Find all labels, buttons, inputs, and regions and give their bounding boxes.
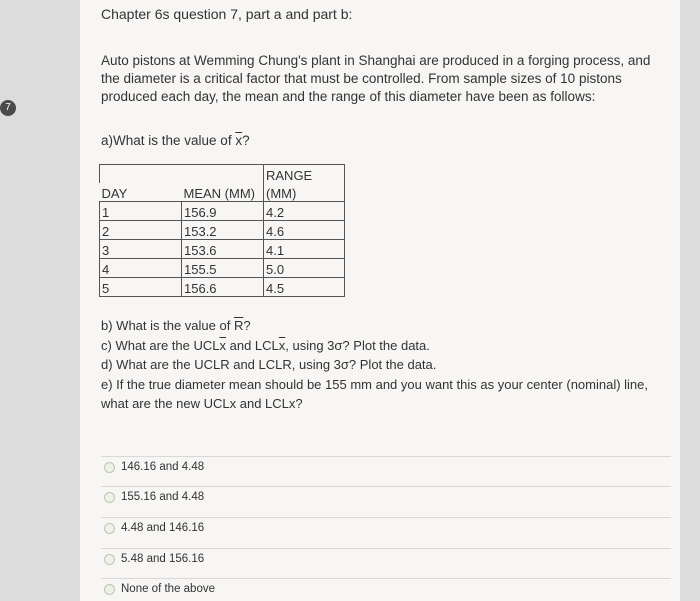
sub-questions: [101, 316, 661, 414]
divider: [101, 486, 671, 487]
header-range-bottom: (MM): [264, 183, 345, 202]
r-bar-symbol: $\overline{R}$: [233, 318, 244, 333]
question-d: d) What are the UCLR and LCLR, using 3σ? Plot the data.: [101, 357, 437, 372]
table-row: 4 155.5 5.0: [100, 259, 345, 278]
question-c: c) What are the $UCL\overline{x}$ and $LCL\overline{x}$, using 3σ? Plot the data.: [101, 337, 430, 353]
question-number-badge: 7: [0, 100, 16, 116]
part-a-suffix: ?: [242, 133, 250, 148]
table-row: 1 156.9 4.2: [100, 202, 345, 221]
answer-option-2[interactable]: 155.16 and 4.48: [104, 488, 204, 506]
answer-option-5[interactable]: None of the above: [104, 580, 215, 598]
question-intro: Auto pistons at Wemming Chung's plant in Shanghai are produced in a forging process, and the diameter is a critical factor that must be controlled. From sample sizes of 10 pistons produced each day, the mean and the range of this diameter have been as follows:: [101, 53, 651, 104]
header-day: DAY: [101, 186, 128, 201]
radio-icon[interactable]: [104, 492, 115, 503]
table-row: 3 153.6 4.1: [100, 240, 345, 259]
answer-option-4[interactable]: 5.48 and 156.16: [104, 550, 204, 568]
divider: [101, 578, 671, 579]
divider: [101, 517, 671, 518]
divider: [101, 548, 671, 549]
x-bar-symbol: $\overline{x}$: [235, 133, 243, 148]
radio-icon[interactable]: [104, 462, 115, 473]
radio-icon[interactable]: [104, 584, 115, 595]
header-range-top: RANGE: [264, 165, 345, 184]
part-a-prefix: a)What is the value of: [101, 133, 236, 148]
question-e: e) If the true diameter mean should be 155 mm and you want this as your center (nominal) line, what are the new UCLx and LCLx?: [101, 376, 649, 411]
radio-icon[interactable]: [104, 523, 115, 534]
divider: [101, 456, 671, 457]
part-a-question: [101, 133, 250, 148]
table-row: 5 156.6 4.5: [100, 278, 345, 297]
question-b: b) What is the value of $\overline{R}$?: [101, 318, 251, 333]
question-header: Chapter 6s question 7, part a and part b:: [101, 6, 353, 22]
data-table: [99, 164, 345, 297]
answer-option-1[interactable]: 146.16 and 4.48: [104, 458, 204, 476]
radio-icon[interactable]: [104, 554, 115, 565]
table-row: 2 153.2 4.6: [100, 221, 345, 240]
answer-option-3[interactable]: 4.48 and 146.16: [104, 519, 204, 537]
header-mean: MEAN (MM): [183, 186, 255, 201]
